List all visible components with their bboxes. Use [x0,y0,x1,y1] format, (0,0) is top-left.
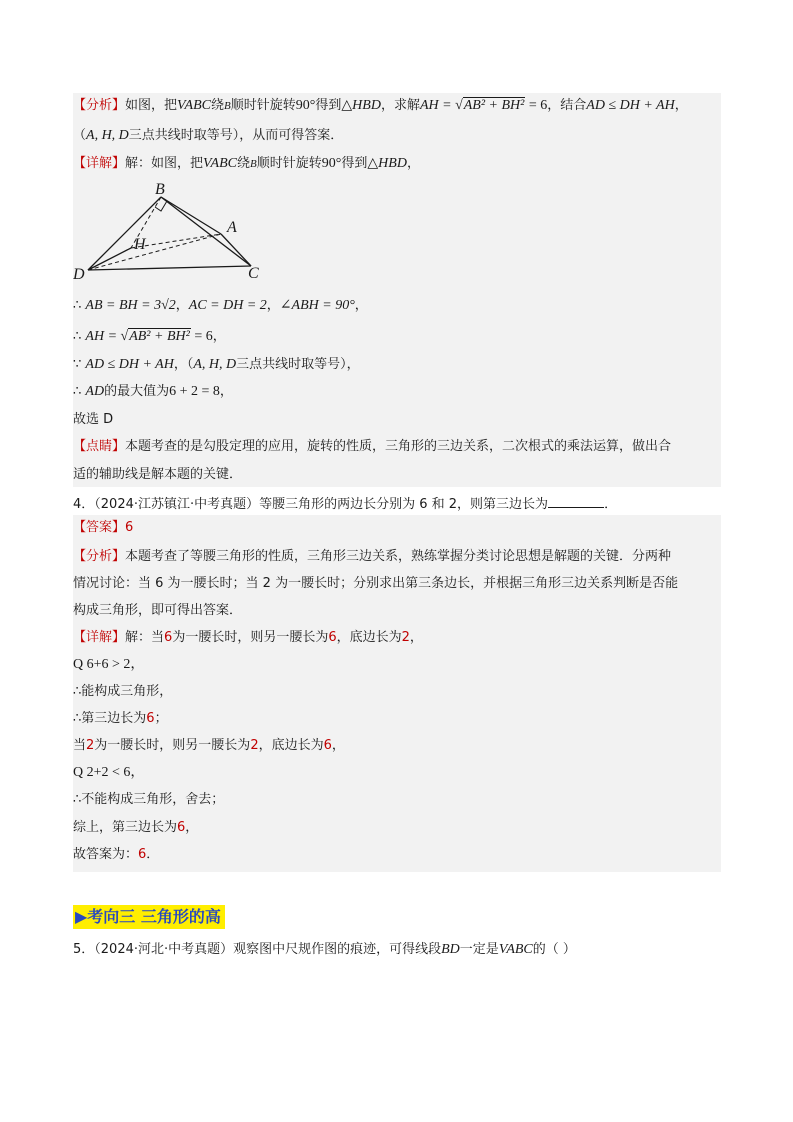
q3-step-2: ∴ AH = √AB² + BH² = 6， [73,329,226,344]
q4-analysis-line-2: 情况讨论：当 6 为一腰长时；当 2 为一腰长时；分别求出第三条边长，并根据三角形三边关系判断是否能 [73,576,679,591]
q4-detail-line-3: ∴能构成三角形， [73,684,173,699]
q4-detail-line-2: Q 6+6 > 2， [73,657,145,672]
analysis-tag: 【分析】 [73,98,126,113]
segment-dc [88,266,251,270]
q4-detail-line-1: 【详解】解：当6为一腰长时，则另一腰长为6，底边长为2， [73,630,423,645]
section-heading: ▶考向三 三角形的高 [73,905,225,929]
q4-question: 4．（2024·江苏镇江·中考真题）等腰三角形的两边长分别为 6 和 2，则第三边长为 ． [73,493,721,515]
segment-db [88,197,161,270]
answer-tag: 【答案】 [73,520,126,535]
q3-detail-line-1: 【详解】解：如图，把VABC绕B顺时针旋转90°得到△HBD， [73,156,420,171]
q3-comment-line-2: 适的辅助线是解本题的关键． [73,467,243,482]
q3-analysis-line-2: （A, H, D三点共线时取等号），从而可得答案． [73,128,344,143]
segment-bc [161,197,251,266]
q4-analysis-line-1: 【分析】本题考查了等腰三角形的性质，三角形三边关系，熟练掌握分类讨论思想是解题的关键．分两种 [73,549,672,564]
segment-ad-dashed [88,234,221,270]
q3-step-4: ∴ AD的最大值为6 + 2 = 8， [73,384,233,399]
right-angle-mark [155,201,167,211]
q4-detail-line-9: 故答案为：6． [73,847,160,862]
q3-step-1: ∴ AB = BH = 3√2，AC = DH = 2，∠ABH = 90°， [73,298,368,313]
q3-step-5: 故选 D [73,412,114,427]
label-a: A [227,219,237,236]
label-b: B [155,181,165,198]
q4-analysis-line-3: 构成三角形，即可得出答案． [73,603,243,618]
answer-blank [548,493,604,508]
detail-tag: 【详解】 [73,156,126,171]
label-h: H [134,236,146,253]
q4-detail-line-7: ∴不能构成三角形，舍去； [73,792,225,807]
q4-detail-line-5: 当2为一腰长时，则另一腰长为2，底边长为6， [73,738,345,753]
sqrt-expression: AB² + BH² [463,98,525,113]
q3-comment-line-1: 【点睛】本题考查的是勾股定理的应用，旋转的性质，三角形的三边关系，二次根式的乘法运算，做出合 [73,439,672,454]
segment-dh [88,248,131,270]
q4-detail-line-6: Q 2+2 < 6， [73,765,145,780]
q3-analysis-line-1: 【分析】如图，把VABC绕B顺时针旋转90°得到△HBD，求解AH = √AB² + BH² = 6，结合AD ≤ DH + AH， [73,98,688,113]
q4-detail-line-8: 综上，第三边长为6， [73,820,199,835]
geometry-figure [73,178,273,280]
q4-detail-line-4: ∴第三边长为6； [73,711,168,726]
q5-question: 5．（2024·河北·中考真题）观察图中尺规作图的痕迹，可得线段BD一定是VABC的（ ） [73,942,576,957]
label-c: C [248,265,259,280]
q3-step-3: ∵ AD ≤ DH + AH，（A, H, D三点共线时取等号）， [73,357,360,372]
answer-value: 6 [125,520,134,535]
segment-ac [221,234,251,266]
label-d: D [73,266,85,280]
q4-answer-line [73,518,721,538]
segment-ba [161,197,221,234]
comment-tag: 【点睛】 [73,439,126,454]
